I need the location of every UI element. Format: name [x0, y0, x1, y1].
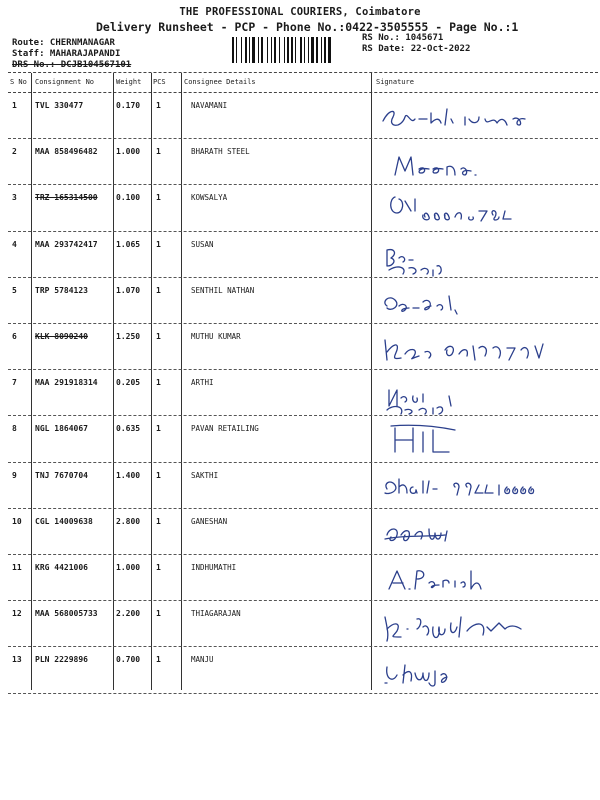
signature-stroke [385, 665, 447, 686]
barcode-bar [291, 37, 293, 63]
row-sno: 10 [12, 516, 22, 526]
signature-stroke [385, 529, 447, 541]
pcs-count: 1 [156, 285, 161, 295]
barcode-bar [271, 37, 272, 63]
row-separator [8, 184, 598, 185]
rs-number: RS No.: 1045671 [362, 33, 444, 43]
weight-value: 0.205 [116, 378, 141, 388]
barcode-bar [316, 37, 318, 63]
rs-date: RS Date: 22-Oct-2022 [362, 44, 471, 54]
table-row [0, 378, 600, 424]
row-sno: 13 [12, 655, 22, 665]
barcode-bar [232, 37, 234, 63]
consignee-name: BHARATH STEEL [191, 147, 250, 157]
barcode-bar [308, 37, 309, 63]
header-rule-bottom [8, 92, 598, 93]
signature-stroke [389, 571, 481, 589]
signature-scribble [375, 238, 595, 280]
row-separator [8, 277, 598, 278]
pcs-count: 1 [156, 147, 161, 157]
weight-value: 1.250 [116, 332, 141, 341]
signature-scribble [375, 561, 595, 603]
consignee-name: PAVAN RETAILING [191, 424, 259, 434]
barcode-bar [328, 37, 331, 63]
recipient-signature [375, 376, 595, 418]
row-separator [8, 646, 598, 647]
row-sno: 3 [12, 193, 17, 203]
header-rule-top [8, 72, 598, 73]
row-separator [8, 323, 598, 324]
recipient-signature [375, 330, 595, 372]
weight-value: 1.000 [116, 147, 141, 157]
consignee-name: THIAGARAJAN [191, 609, 241, 619]
barcode-bar [324, 37, 326, 63]
pcs-count: 1 [156, 609, 161, 619]
signature-stroke [391, 197, 511, 221]
consignment-number: MAA 291918314 [35, 378, 98, 388]
pcs-count: 1 [156, 516, 161, 526]
row-sno: 11 [12, 563, 22, 572]
consignment-number: CGL 14009638 [35, 516, 93, 526]
row-separator [8, 138, 598, 139]
weight-value: 0.635 [116, 424, 141, 434]
signature-stroke [385, 296, 457, 314]
row-separator [8, 231, 598, 232]
row-sno: 6 [12, 332, 17, 341]
row-separator [8, 600, 598, 601]
pcs-count: 1 [156, 563, 161, 572]
consignment-number: NGL 1864067 [35, 424, 88, 434]
signature-stroke [383, 109, 525, 125]
weight-value: 1.400 [116, 470, 141, 480]
pcs-count: 1 [156, 332, 161, 341]
table-row [0, 655, 600, 701]
row-sno: 4 [12, 239, 17, 249]
pcs-count: 1 [156, 424, 161, 434]
row-sno: 8 [12, 424, 17, 434]
barcode-bar [245, 37, 247, 63]
company-title: THE PROFESSIONAL COURIERS, Coimbatore [179, 6, 421, 18]
pcs-count: 1 [156, 378, 161, 388]
row-sno: 12 [12, 609, 22, 619]
barcode-bar [304, 37, 305, 63]
weight-value: 1.070 [116, 285, 141, 295]
barcode-bar [311, 37, 314, 63]
barcode-bar [261, 37, 263, 63]
consignee-name: GANESHAN [191, 516, 228, 526]
signature-stroke [385, 340, 543, 360]
pcs-count: 1 [156, 655, 161, 665]
table-row [0, 563, 600, 609]
pcs-count: 1 [156, 470, 161, 480]
barcode-bar [295, 37, 296, 63]
weight-value: 0.700 [116, 655, 141, 665]
signature-scribble [375, 284, 595, 326]
signature-scribble [375, 376, 595, 418]
signature-stroke [385, 617, 521, 641]
recipient-signature [375, 145, 595, 187]
consignment-number: KRG 4421006 [35, 563, 88, 572]
barcode-bar [321, 37, 322, 63]
row-separator [8, 415, 598, 416]
signature-scribble [375, 515, 595, 557]
weight-value: 0.100 [116, 193, 141, 203]
table-row [0, 609, 600, 655]
row-separator [8, 508, 598, 509]
consignee-name: SUSAN [191, 239, 214, 249]
row-sno: 7 [12, 378, 17, 388]
barcode-bar [267, 37, 268, 63]
consignee-name: KOWSALYA [191, 193, 228, 203]
row-sno: 5 [12, 285, 17, 295]
recipient-signature [375, 191, 595, 233]
table-row [0, 101, 600, 147]
signature-scribble [375, 145, 595, 187]
signature-stroke [385, 479, 534, 495]
signature-scribble [375, 469, 595, 511]
barcode-bar [249, 37, 250, 63]
row-separator [8, 693, 598, 694]
signature-stroke [391, 426, 455, 453]
col-header-consignee: Consignee Details [184, 78, 256, 86]
recipient-signature [375, 653, 595, 695]
table-row [0, 517, 600, 563]
table-row [0, 147, 600, 193]
consignee-name: NAVAMANI [191, 101, 228, 110]
consignee-name: MUTHU KUMAR [191, 332, 241, 341]
row-sno: 9 [12, 470, 17, 480]
signature-scribble [375, 653, 595, 695]
consignment-number: KLK 8090240 [35, 332, 88, 341]
barcode-bar [252, 37, 255, 63]
recipient-signature [375, 99, 595, 141]
signature-scribble [375, 99, 595, 141]
consignee-name: MANJU [191, 655, 214, 665]
consignee-name: SAKTHI [191, 470, 219, 480]
row-sno: 1 [12, 101, 17, 110]
recipient-signature [375, 607, 595, 649]
consignee-name: SENTHIL NATHAN [191, 285, 255, 295]
table-row [0, 424, 600, 470]
staff-label: Staff: MAHARAJAPANDI [12, 49, 121, 59]
signature-stroke [387, 390, 451, 414]
col-header-pcs: PCS [153, 78, 166, 86]
route-label: Route: CHERNMANAGAR [12, 38, 115, 48]
row-separator [8, 554, 598, 555]
consignment-number: MAA 568005733 [35, 609, 98, 619]
barcode-bar [284, 37, 285, 63]
pcs-count: 1 [156, 101, 161, 110]
consignment-number: MAA 858496482 [35, 147, 98, 157]
barcode-image [232, 37, 352, 63]
weight-value: 2.800 [116, 516, 141, 526]
recipient-signature [375, 422, 595, 464]
pcs-count: 1 [156, 193, 161, 203]
row-separator [8, 369, 598, 370]
consignment-number: MAA 293742417 [35, 239, 98, 249]
recipient-signature [375, 469, 595, 511]
weight-value: 2.200 [116, 609, 141, 619]
consignment-number: TVL 330477 [35, 101, 84, 110]
barcode-bar [236, 37, 237, 63]
table-row [0, 471, 600, 517]
barcode-bar [287, 37, 289, 63]
col-header-sno: S No [10, 78, 27, 86]
col-header-consignment: Consignment No [35, 78, 95, 86]
signature-scribble [375, 607, 595, 649]
weight-value: 1.000 [116, 563, 141, 572]
recipient-signature [375, 515, 595, 557]
table-row [0, 286, 600, 332]
barcode-bar [300, 37, 302, 63]
row-separator [8, 462, 598, 463]
signature-scribble [375, 330, 595, 372]
drs-number [12, 60, 131, 70]
col-header-weight: Weight [116, 78, 142, 86]
table-row [0, 240, 600, 286]
signature-stroke [387, 249, 441, 275]
weight-value: 1.065 [116, 239, 141, 249]
consignment-number: TNJ 7670704 [35, 470, 88, 480]
table-row [0, 193, 600, 239]
weight-value: 0.170 [116, 101, 141, 110]
consignment-number: TRP 5784123 [35, 285, 88, 295]
signature-scribble [375, 191, 595, 233]
consignment-number: TRZ 165314500 [35, 193, 98, 203]
runsheet-title: Delivery Runsheet - PCP - Phone No.:0422-3505555 - Page No.:1 [96, 20, 519, 34]
consignee-name: INDHUMATHI [191, 563, 237, 572]
recipient-signature [375, 284, 595, 326]
barcode-bar [279, 37, 280, 63]
barcode-bar [241, 37, 242, 63]
consignment-number: PLN 2229896 [35, 655, 88, 665]
barcode-bar [274, 37, 276, 63]
barcode-bar [258, 37, 259, 63]
pcs-count: 1 [156, 239, 161, 249]
signature-stroke [395, 157, 476, 175]
table-row [0, 332, 600, 378]
col-header-signature: Signature [376, 78, 414, 86]
consignee-name: ARTHI [191, 378, 214, 388]
recipient-signature [375, 238, 595, 280]
drs-number-text: DRS No.: DCJB104567101 [12, 60, 132, 70]
recipient-signature [375, 561, 595, 603]
signature-scribble [375, 422, 595, 464]
row-sno: 2 [12, 147, 17, 157]
